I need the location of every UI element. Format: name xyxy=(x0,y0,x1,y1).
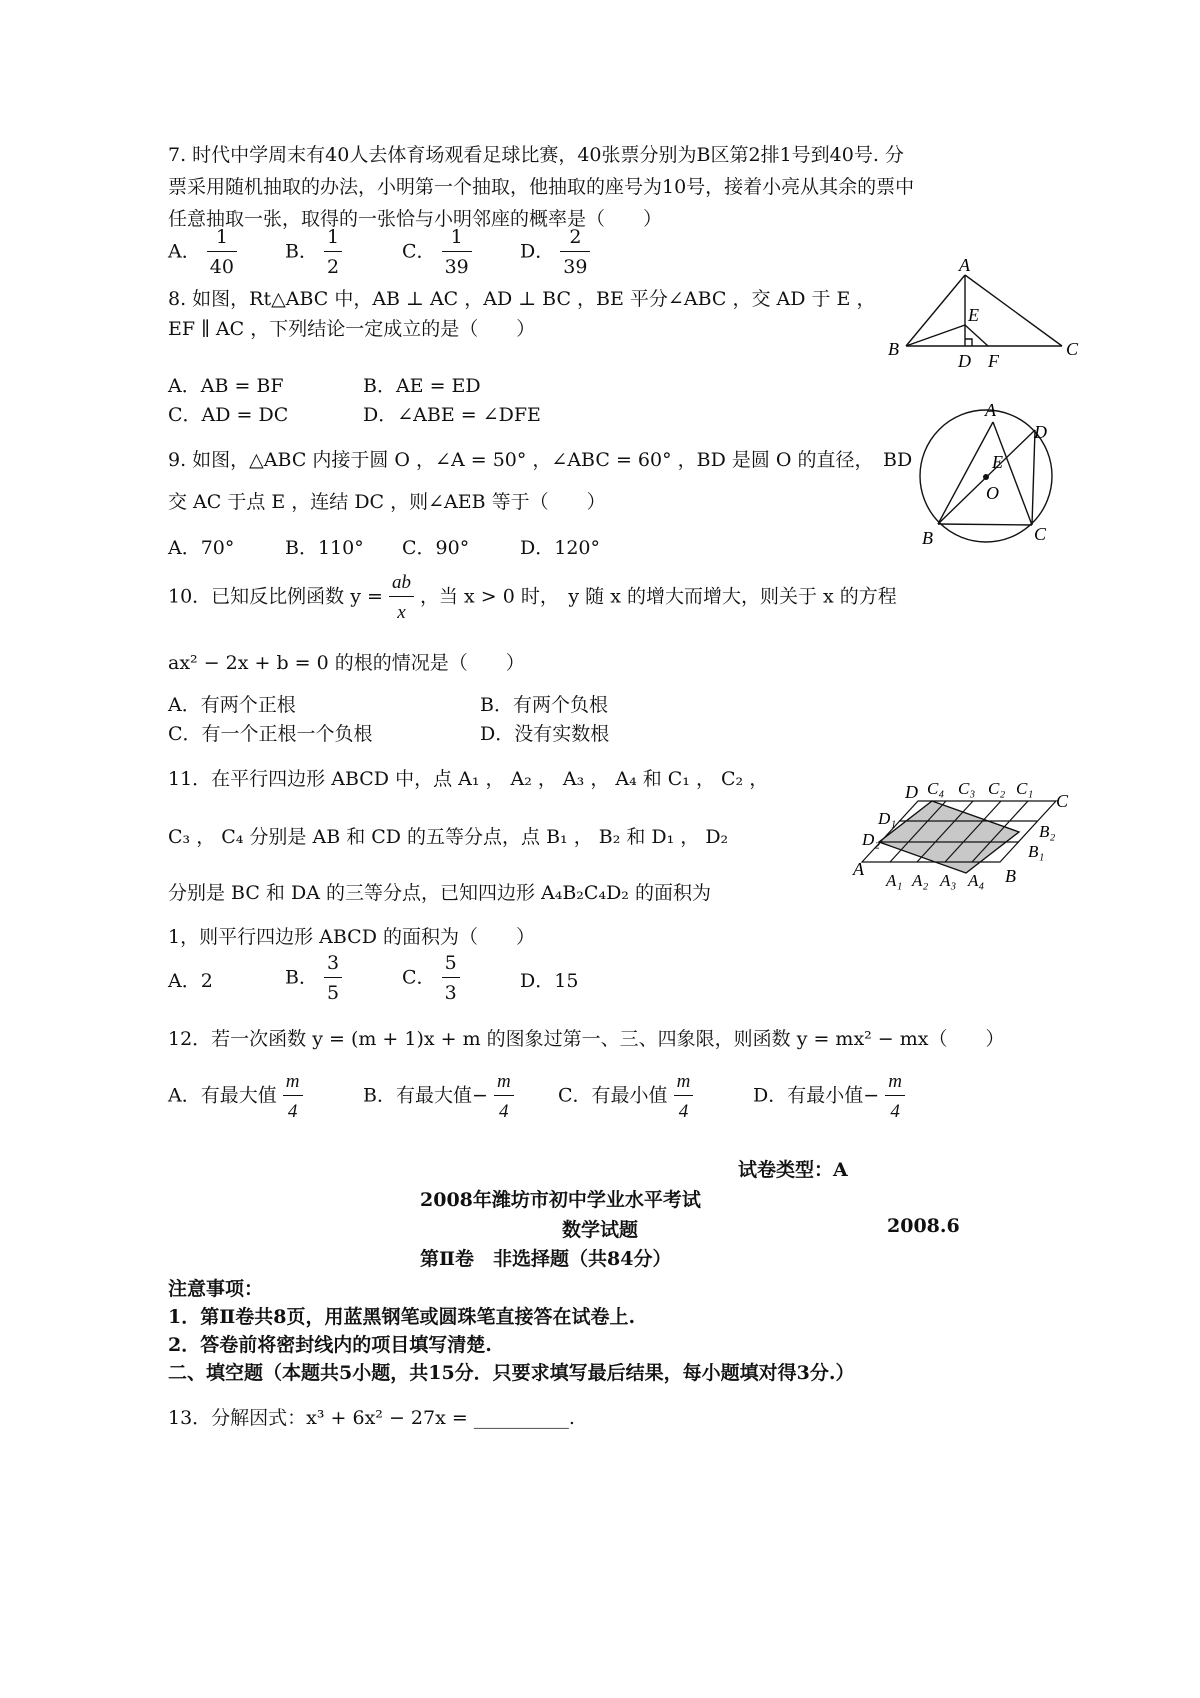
q8-option-c[interactable]: C．AD = DC xyxy=(168,404,289,426)
q11-line2: C₃ ， C₄ 分别是 AB 和 CD 的五等分点，点 B₁ ， B₂ 和 D₁ ， D₂ xyxy=(168,826,729,848)
q10-line1: 10．已知反比例函数 y = $\frac{ab}{x}$ ，当 x > 0 时， y 随 x 的增大而增大，则关于 x 的方程 xyxy=(168,572,897,623)
q9-option-b[interactable]: B．110° xyxy=(285,537,364,559)
part2-heading: 二、填空题（本题共5小题，共15分．只要求填写最后结果，每小题填对得3分.） xyxy=(168,1362,855,1384)
exam-date: 2008.6 xyxy=(887,1215,960,1237)
q8-triangle-figure xyxy=(880,255,1080,375)
q10-fraction: $\frac{ab}{x}$ xyxy=(389,573,414,622)
q10-option-b[interactable]: B．有两个负根 xyxy=(480,694,608,716)
q10-option-c[interactable]: C．有一个正根一个负根 xyxy=(168,723,373,745)
q9-circle-figure xyxy=(910,400,1080,555)
section-title: 第Ⅱ卷 非选择题（共84分） xyxy=(420,1248,672,1270)
q9-option-d[interactable]: D．120° xyxy=(520,537,600,559)
q12-option-d-fraction: $\frac{m}{4}$ xyxy=(885,1072,905,1121)
q12-option-a[interactable]: A．有最大值 $\frac{m}{4}$ xyxy=(168,1072,303,1121)
q8-option-d[interactable]: D．∠ABE = ∠DFE xyxy=(363,404,541,426)
q7-option-d-fraction: $\frac{2}{39}$ xyxy=(560,228,590,277)
q10-option-d[interactable]: D．没有实数根 xyxy=(480,723,610,745)
q9-line2: 交 AC 于点 E ，连结 DC ，则∠AEB 等于（ ） xyxy=(168,491,606,513)
q9-label-c: C xyxy=(1034,524,1047,544)
q7-line3: 任意抽取一张，取得的一张恰与小明邻座的概率是（ ） xyxy=(168,208,663,230)
q7-option-a[interactable]: A． $\frac{1}{40}$ xyxy=(168,228,237,277)
q8-option-a[interactable]: A．AB = BF xyxy=(168,375,284,397)
q11-label-a2: A₂ xyxy=(912,871,929,890)
q8-label-b: B xyxy=(888,339,899,359)
q8-label-f: F xyxy=(988,351,999,371)
q11-label-d: D xyxy=(905,782,918,802)
q12-option-b[interactable]: B．有最大值− $\frac{m}{4}$ xyxy=(363,1072,514,1121)
q11-label-b: B xyxy=(1005,866,1016,886)
q11-label-b2: B₂ xyxy=(1039,822,1056,841)
q11-line1: 11．在平行四边形 ABCD 中，点 A₁ ， A₂ ， A₃ ， A₄ 和 C₁ ， C₂ ， xyxy=(168,768,769,790)
q10-line2: ax² − 2x + b = 0 的根的情况是（ ） xyxy=(168,652,525,674)
notes-item-2: 2．答卷前将密封线内的项目填写清楚. xyxy=(168,1334,492,1356)
q7-option-d[interactable]: D． $\frac{2}{39}$ xyxy=(520,228,590,277)
q11-label-a4: A₄ xyxy=(968,871,985,890)
q9-label-o: O xyxy=(986,483,999,503)
q7-option-b-fraction: $\frac{1}{2}$ xyxy=(324,228,342,277)
q8-label-a: A xyxy=(959,255,970,275)
q8-line2: EF ∥ AC ，下列结论一定成立的是（ ） xyxy=(168,318,536,340)
q7-option-c-fraction: $\frac{1}{39}$ xyxy=(442,228,472,277)
q12-option-b-fraction: $\frac{m}{4}$ xyxy=(494,1072,514,1121)
q11-option-c-fraction: $\frac{5}{3}$ xyxy=(442,954,460,1003)
q11-label-a1: A₁ xyxy=(886,871,903,890)
q8-label-d: D xyxy=(958,351,971,371)
q13-line: 13．分解因式：x³ + 6x² − 27x = __________. xyxy=(168,1407,575,1429)
q11-parallelogram-figure xyxy=(850,770,1080,895)
q9-label-b: B xyxy=(922,528,933,548)
q9-option-a[interactable]: A．70° xyxy=(168,537,235,559)
q7-option-b[interactable]: B． $\frac{1}{2}$ xyxy=(285,228,342,277)
paper-type: 试卷类型：A xyxy=(738,1159,848,1181)
q11-option-b[interactable]: B． $\frac{3}{5}$ xyxy=(285,954,342,1003)
q9-label-d: D xyxy=(1034,422,1047,442)
q11-option-d[interactable]: D．15 xyxy=(520,970,579,992)
q9-line1: 9. 如图，△ABC 内接于圆 O ，∠A = 50° ，∠ABC = 60° ，BD 是圆 O 的直径， BD xyxy=(168,449,913,471)
subject-title: 数学试题 xyxy=(562,1219,639,1241)
notes-item-1: 1．第Ⅱ卷共8页，用蓝黑钢笔或圆珠笔直接答在试卷上. xyxy=(168,1306,636,1328)
q10-option-a[interactable]: A．有两个正根 xyxy=(168,694,296,716)
q7-line2: 票采用随机抽取的办法，小明第一个抽取，他抽取的座号为10号，接着小亮从其余的票中 xyxy=(168,176,915,198)
q11-label-a: A xyxy=(853,859,864,879)
q8-option-b[interactable]: B．AE = ED xyxy=(363,375,481,397)
q8-line1: 8. 如图，Rt△ABC 中，AB ⊥ AC ，AD ⊥ BC ，BE 平分∠ABC ，交 AD 于 E ， xyxy=(168,288,876,310)
q11-option-b-fraction: $\frac{3}{5}$ xyxy=(324,954,342,1003)
q7-line1: 7. 时代中学周末有40人去体育场观看足球比赛，40张票分别为B区第2排1号到40号. 分 xyxy=(168,144,904,166)
q9-label-a: A xyxy=(985,400,996,420)
q11-option-a[interactable]: A．2 xyxy=(168,970,213,992)
q11-label-c4: C₄ xyxy=(927,779,945,798)
q11-label-c2: C₂ xyxy=(988,779,1006,798)
q12-option-c-fraction: $\frac{m}{4}$ xyxy=(674,1072,694,1121)
q11-label-c1: C₁ xyxy=(1016,779,1034,798)
q11-line4: 1，则平行四边形 ABCD 的面积为（ ） xyxy=(168,926,535,948)
q12-option-d[interactable]: D．有最小值− $\frac{m}{4}$ xyxy=(753,1072,905,1121)
q12-option-c[interactable]: C．有最小值 $\frac{m}{4}$ xyxy=(558,1072,693,1121)
notes-heading: 注意事项： xyxy=(168,1278,264,1300)
q8-label-c: C xyxy=(1066,339,1079,359)
q11-label-a3: A₃ xyxy=(940,871,957,890)
q12-option-a-fraction: $\frac{m}{4}$ xyxy=(283,1072,303,1121)
exam-title: 2008年潍坊市初中学业水平考试 xyxy=(420,1189,701,1211)
q7-option-c[interactable]: C． $\frac{1}{39}$ xyxy=(402,228,472,277)
q9-label-e: E xyxy=(992,452,1003,472)
q11-option-c[interactable]: C． $\frac{5}{3}$ xyxy=(402,954,460,1003)
q11-label-b1: B₁ xyxy=(1028,842,1045,861)
q11-label-d1: D₁ xyxy=(878,809,897,828)
q7-option-a-fraction: $\frac{1}{40}$ xyxy=(207,228,237,277)
q8-label-e: E xyxy=(968,305,979,325)
q11-label-c: C xyxy=(1056,791,1069,811)
q11-label-c3: C₃ xyxy=(958,779,976,798)
q11-line3: 分别是 BC 和 DA 的三等分点，已知四边形 A₄B₂C₄D₂ 的面积为 xyxy=(168,882,711,904)
q12-line1: 12．若一次函数 y = (m + 1)x + m 的图象过第一、三、四象限，则函数 y = mx² − mx（ ） xyxy=(168,1028,1005,1050)
q11-label-d2: D₂ xyxy=(862,830,881,849)
q9-option-c[interactable]: C．90° xyxy=(402,537,470,559)
